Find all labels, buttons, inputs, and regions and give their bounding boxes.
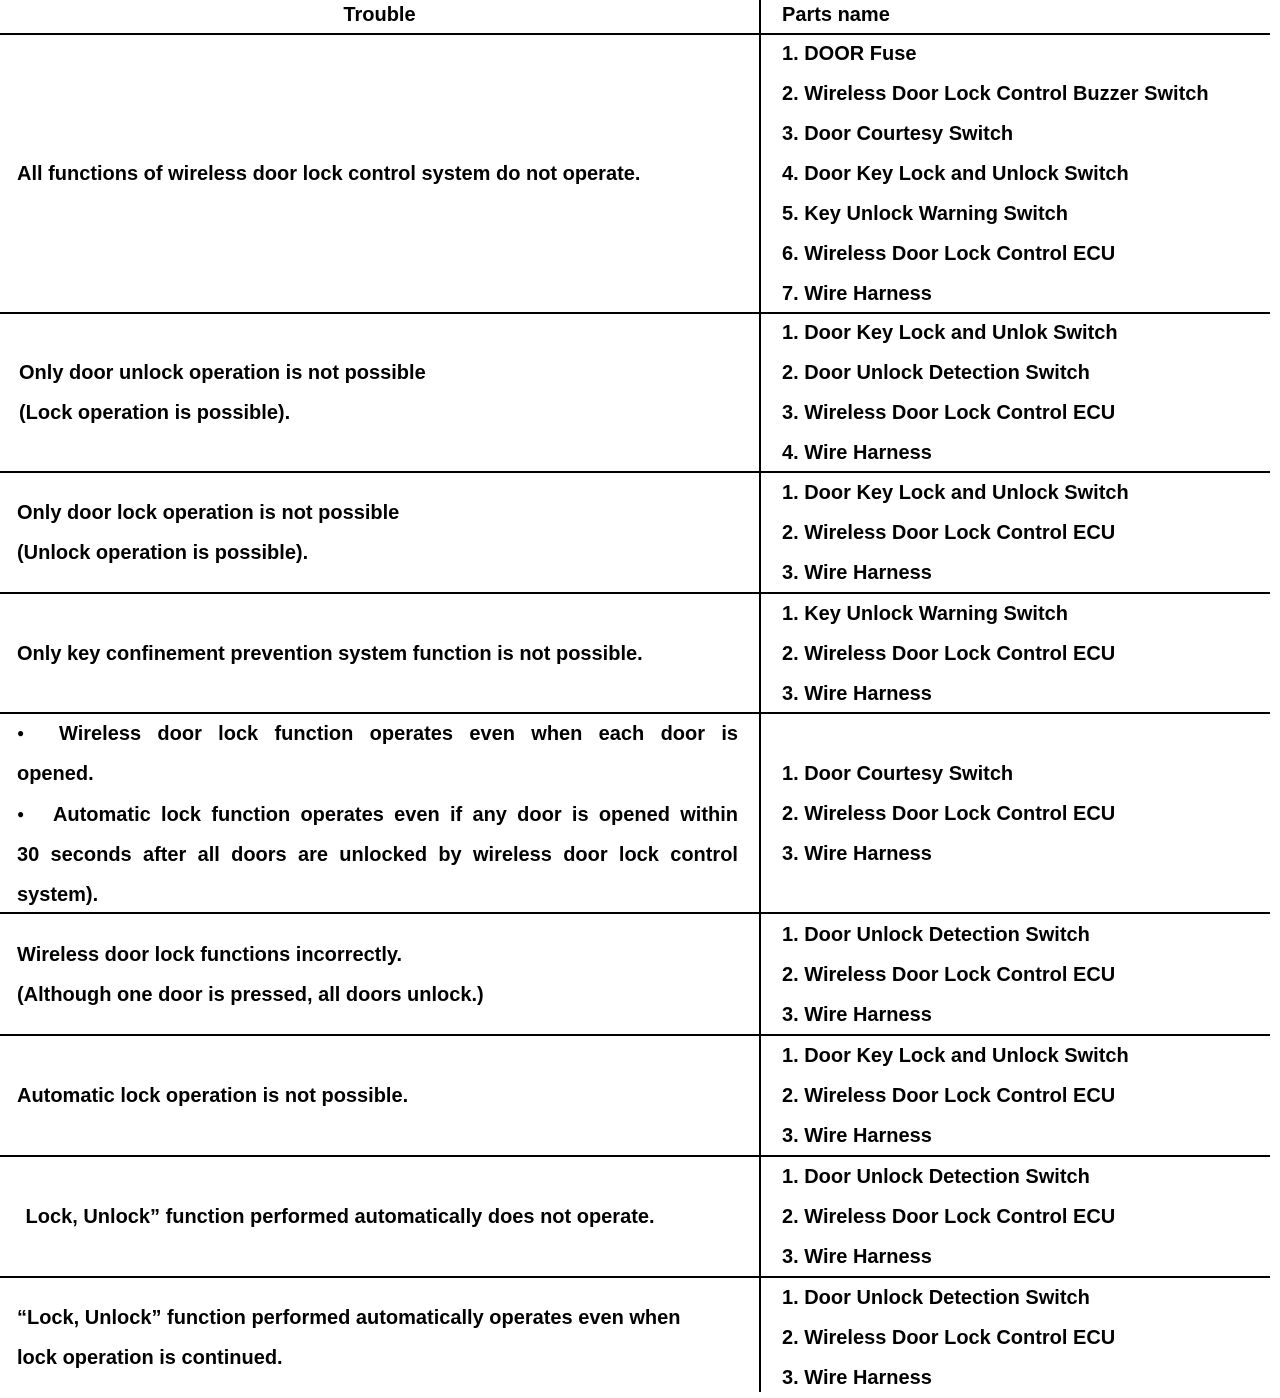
part-item: 3. Wire Harness — [782, 562, 932, 584]
part-item: 3. Wire Harness — [782, 1246, 932, 1268]
part-item: 2. Wireless Door Lock Control ECU — [782, 642, 1116, 665]
trouble-text: lock operation is continued. — [17, 1347, 283, 1369]
trouble-text: 30 seconds after all doors are unlocked by wireless door lock control — [17, 843, 738, 866]
trouble-text: Only door lock operation is not possible — [17, 502, 400, 524]
trouble-cell — [17, 34, 740, 313]
part-item: 6. Wireless Door Lock Control ECU — [782, 242, 1116, 265]
part-item: 1. Key Unlock Warning Switch — [782, 602, 1068, 625]
trouble-text: opened. — [17, 762, 94, 785]
trouble-cell — [17, 473, 740, 593]
trouble-text: Only door unlock operation is not possible — [19, 362, 426, 384]
parts-cell — [782, 1278, 1270, 1398]
part-item: 3. Wire Harness — [782, 1003, 932, 1026]
parts-cell — [782, 914, 1270, 1035]
part-item: 1. Door Unlock Detection Switch — [782, 923, 1090, 946]
part-item: 3. Wireless Door Lock Control ECU — [782, 402, 1116, 424]
part-item: 1. Door Unlock Detection Switch — [782, 1287, 1090, 1309]
trouble-text: Only key confinement prevention system function is not possible. — [17, 642, 643, 665]
trouble-cell — [17, 1278, 740, 1398]
trouble-text: Lock, Unlock” function performed automatically does not operate. — [20, 1206, 655, 1228]
parts-cell — [782, 1036, 1270, 1156]
part-item: 3. Wire Harness — [782, 842, 932, 865]
trouble-bullet-text: ● Automatic lock function operates even if any door is opened within — [17, 794, 738, 835]
part-item: 1. Door Unlock Detection Switch — [782, 1166, 1090, 1188]
part-item: 1. DOOR Fuse — [782, 42, 917, 65]
part-item: 4. Wire Harness — [782, 442, 932, 464]
part-item: 2. Wireless Door Lock Control Buzzer Switch — [782, 82, 1209, 105]
parts-cell — [782, 473, 1270, 593]
part-item: 3. Door Courtesy Switch — [782, 122, 1014, 145]
trouble-cell — [17, 594, 740, 713]
part-item: 2. Wireless Door Lock Control ECU — [782, 1206, 1116, 1228]
trouble-text: (Although one door is pressed, all doors unlock.) — [17, 983, 484, 1006]
parts-cell — [782, 1157, 1270, 1277]
parts-cell — [782, 314, 1270, 472]
trouble-cell — [17, 914, 740, 1035]
trouble-text: system). — [17, 883, 99, 906]
part-item: 7. Wire Harness — [782, 282, 932, 305]
part-item: 2. Wireless Door Lock Control ECU — [782, 1327, 1116, 1349]
column-divider — [759, 0, 761, 1392]
part-item: 3. Wire Harness — [782, 1125, 932, 1147]
trouble-cell — [17, 714, 738, 913]
part-item: 4. Door Key Lock and Unlock Switch — [782, 162, 1129, 185]
part-item: 2. Wireless Door Lock Control ECU — [782, 1085, 1116, 1107]
parts-cell — [782, 714, 1270, 913]
trouble-cell — [19, 314, 742, 472]
part-item: 3. Wire Harness — [782, 1367, 932, 1389]
trouble-cell — [20, 1157, 743, 1277]
trouble-bullet-text: ● Wireless door lock function operates even when each door is — [17, 713, 738, 754]
part-item: 2. Wireless Door Lock Control ECU — [782, 963, 1116, 986]
part-item: 2. Wireless Door Lock Control ECU — [782, 802, 1116, 825]
header-trouble: Trouble — [343, 4, 416, 26]
trouble-text: All functions of wireless door lock control system do not operate. — [17, 162, 641, 185]
part-item: 1. Door Courtesy Switch — [782, 762, 1014, 785]
parts-cell — [782, 594, 1270, 713]
part-item: 5. Key Unlock Warning Switch — [782, 202, 1068, 225]
trouble-text: Wireless door lock functions incorrectly. — [17, 943, 403, 966]
part-item: 3. Wire Harness — [782, 682, 932, 705]
trouble-cell — [17, 1036, 740, 1156]
header-parts-name: Parts name — [782, 4, 890, 26]
part-item: 1. Door Key Lock and Unlock Switch — [782, 482, 1129, 504]
part-item: 2. Wireless Door Lock Control ECU — [782, 522, 1116, 544]
trouble-text: (Unlock operation is possible). — [17, 542, 309, 564]
parts-cell — [782, 34, 1270, 313]
part-item: 1. Door Key Lock and Unlock Switch — [782, 1045, 1129, 1067]
part-item: 2. Door Unlock Detection Switch — [782, 362, 1090, 384]
part-item: 1. Door Key Lock and Unlok Switch — [782, 322, 1118, 344]
trouble-text: Automatic lock operation is not possible. — [17, 1085, 409, 1107]
trouble-text: “Lock, Unlock” function performed automatically operates even when — [17, 1307, 681, 1329]
trouble-text: (Lock operation is possible). — [19, 402, 291, 424]
